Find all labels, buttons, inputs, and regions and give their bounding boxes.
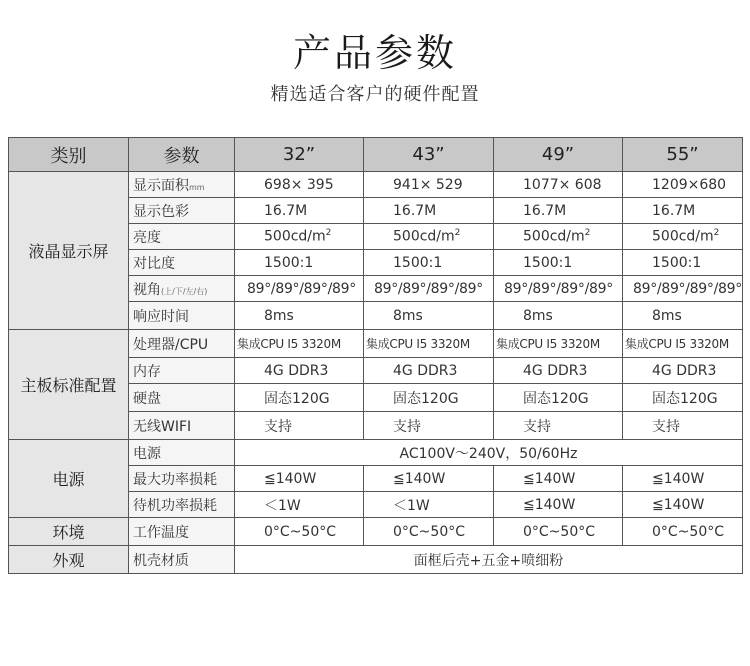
param-label: 硬盘 <box>129 384 235 412</box>
cell-value: 1500:1 <box>494 250 623 276</box>
cell-value: 0°C~50°C <box>364 518 494 546</box>
cell-value: ≦140W <box>494 466 623 492</box>
cell-value: 4G DDR3 <box>494 358 623 384</box>
cell-value: 16.7M <box>235 198 364 224</box>
cell-value: 89°/89°/89°/89° <box>235 276 364 302</box>
table-row <box>9 172 743 198</box>
group-env: 环境 <box>9 518 129 546</box>
param-label: 处理器/CPU <box>129 330 235 358</box>
cell-value: 1500:1 <box>623 250 743 276</box>
table-row <box>9 518 743 546</box>
group-power: 电源 <box>9 440 129 518</box>
param-label: 视角(上/下/左/右) <box>129 276 235 302</box>
cell-value: ≦140W <box>623 466 743 492</box>
param-label: 机壳材质 <box>129 546 235 574</box>
cell-value: 集成CPU I5 3320M <box>364 330 494 358</box>
cell-value: 固态120G <box>494 384 623 412</box>
cell-value: ≦140W <box>235 466 364 492</box>
cell-value: 4G DDR3 <box>364 358 494 384</box>
cell-value: 0°C~50°C <box>623 518 743 546</box>
cell-value: 16.7M <box>494 198 623 224</box>
cell-value: 集成CPU I5 3320M <box>235 330 364 358</box>
param-label: 内存 <box>129 358 235 384</box>
cell-value: 4G DDR3 <box>235 358 364 384</box>
page-subtitle: 精选适合客户的硬件配置 <box>270 84 480 105</box>
cell-value: 89°/89°/89°/89° <box>494 276 623 302</box>
header-size-55: 55” <box>623 138 743 172</box>
cell-value: 89°/89°/89°/89° <box>364 276 494 302</box>
header-size-43: 43” <box>364 138 494 172</box>
cell-value: 1209×680 <box>623 172 743 198</box>
param-label: 显示面积mm <box>129 172 235 198</box>
group-look: 外观 <box>9 546 129 574</box>
cell-value: 1077× 608 <box>494 172 623 198</box>
param-label: 最大功率损耗 <box>129 466 235 492</box>
param-label: 响应时间 <box>129 302 235 330</box>
cell-value: 0°C~50°C <box>494 518 623 546</box>
header-size-32: 32” <box>235 138 364 172</box>
cell-value: 4G DDR3 <box>623 358 743 384</box>
cell-value: ≦140W <box>623 492 743 518</box>
param-label: 显示色彩 <box>129 198 235 224</box>
cell-value: 面框后壳+五金+喷细粉 <box>235 546 743 574</box>
cell-value: 8ms <box>235 302 364 330</box>
header-parameter: 参数 <box>129 138 235 172</box>
cell-value: $500cd/m^2$ <box>364 224 494 250</box>
cell-value: 支持 <box>494 412 623 440</box>
cell-value: 8ms <box>494 302 623 330</box>
cell-value: 集成CPU I5 3320M <box>494 330 623 358</box>
cell-value: 16.7M <box>364 198 494 224</box>
cell-value: ≦140W <box>364 466 494 492</box>
param-label: 对比度 <box>129 250 235 276</box>
param-label: 无线WIFI <box>129 412 235 440</box>
group-board: 主板标准配置 <box>9 330 129 440</box>
header-category: 类别 <box>9 138 129 172</box>
cell-value: ＜1W <box>364 492 494 518</box>
cell-value: ≦140W <box>494 492 623 518</box>
cell-value: 698× 395 <box>235 172 364 198</box>
cell-value: 固态120G <box>623 384 743 412</box>
table-row <box>9 330 743 358</box>
cell-value: 89°/89°/89°/89° <box>623 276 743 302</box>
cell-value: 1500:1 <box>235 250 364 276</box>
cell-value: 8ms <box>364 302 494 330</box>
cell-value: AC100V～240V，50/60Hz <box>235 440 743 466</box>
param-label: 亮度 <box>129 224 235 250</box>
cell-value: $500cd/m^2$ <box>494 224 623 250</box>
cell-value: 固态120G <box>364 384 494 412</box>
group-lcd: 液晶显示屏 <box>9 172 129 330</box>
cell-value: 支持 <box>623 412 743 440</box>
cell-value: 8ms <box>623 302 743 330</box>
cell-value: 支持 <box>364 412 494 440</box>
table-row <box>9 546 743 574</box>
cell-value: 941× 529 <box>364 172 494 198</box>
header-row <box>9 138 743 172</box>
page-title: 产品参数 <box>292 31 457 75</box>
cell-value: 16.7M <box>623 198 743 224</box>
param-label: 待机功率损耗 <box>129 492 235 518</box>
cell-value: 0°C~50°C <box>235 518 364 546</box>
param-label: 工作温度 <box>129 518 235 546</box>
cell-value: 支持 <box>235 412 364 440</box>
spec-table <box>8 137 743 574</box>
cell-value: $500cd/m^2$ <box>623 224 743 250</box>
cell-value: ＜1W <box>235 492 364 518</box>
param-label: 电源 <box>129 440 235 466</box>
header-size-49: 49” <box>494 138 623 172</box>
cell-value: 1500:1 <box>364 250 494 276</box>
cell-value: $500cd/m^2$ <box>235 224 364 250</box>
cell-value: 集成CPU I5 3320M <box>623 330 743 358</box>
table-row <box>9 440 743 466</box>
cell-value: 固态120G <box>235 384 364 412</box>
